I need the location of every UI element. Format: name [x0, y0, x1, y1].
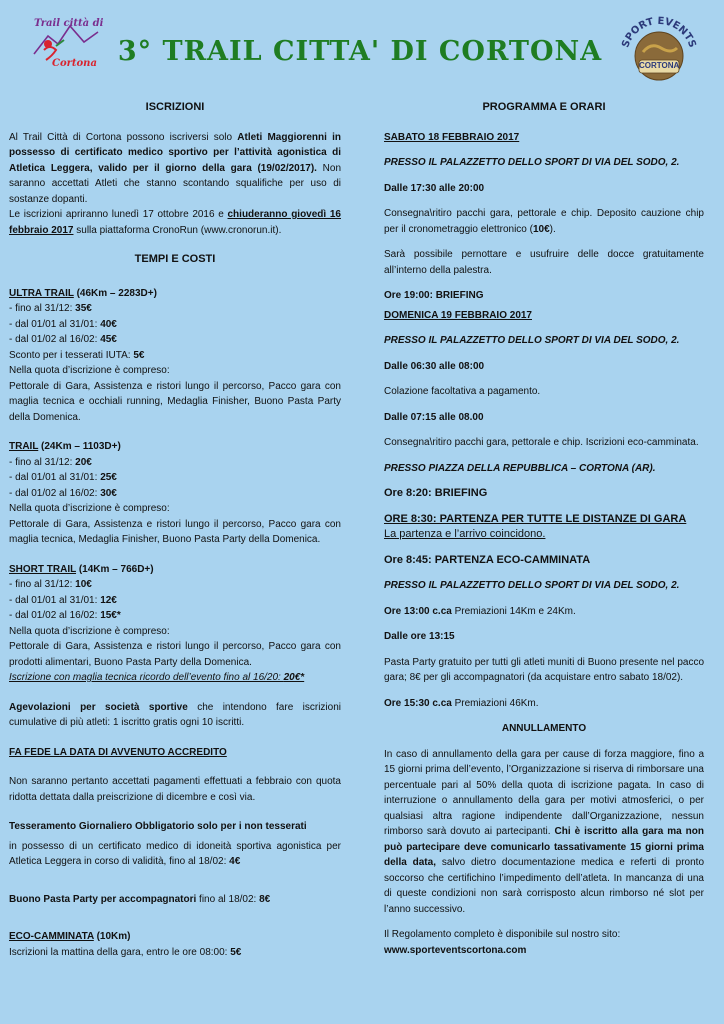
agevolazioni — [9, 700, 341, 731]
eco-start: Ore 8:45: PARTENZA ECO-CAMMINATA — [384, 553, 591, 566]
dalle-13: Dalle ore 13:15 — [384, 631, 455, 642]
sab-text-1: Consegna\ritiro pacchi gara, pettorale e chip. Deposito cauzione chip per il cronometraggio elettronico ( — [384, 208, 704, 235]
header — [0, 0, 724, 92]
logo-right-name: CORTONA — [639, 61, 680, 70]
sab-text-bold: 10€ — [532, 223, 550, 235]
closing-date: chiuderanno giovedì 16 febbraio 2017 — [9, 209, 341, 236]
eco-text — [9, 945, 341, 961]
note-price: 20€* — [283, 672, 305, 683]
ultra-included: Nella quota d’iscrizione è compreso: — [9, 365, 170, 376]
website-link[interactable]: www.sporteventscortona.com — [384, 944, 527, 956]
sport-events-emblem — [613, 12, 705, 88]
fede-heading: FA FEDE LA DATA DI AVVENUTO ACCREDITO — [9, 746, 227, 758]
sabato-time: Dalle 17:30 alle 20:00 — [384, 182, 485, 194]
price-value: 20€ — [75, 456, 92, 468]
trail-spec: (24Km – 1103D+) — [38, 441, 121, 452]
buono-price: 8€ — [259, 893, 271, 905]
buono-bold: Buono Pasta Party per accompagnatori — [9, 893, 197, 905]
ultra-price-2 — [9, 317, 341, 333]
price-value: 45€ — [100, 334, 117, 345]
opening-text-2: sulla piattaforma CronoRun (www.cronorun.it). — [73, 224, 282, 236]
sabato-sleep: Sarà possibile pernottare e usufruire delle docce gratuitamente all’interno della palestra. — [384, 249, 704, 276]
trail-price-1 — [9, 455, 341, 471]
annull-text-1: In caso di annullamento della gara per cause di forza maggiore, fino a 15 giorni prima dell’evento, l’Organizzazione si riserva di rimborsare una percentuale pari al 50% della quota di iscrizione pagata. In caso di interruzione o annullamento della gara per motivi atmosferici, o per qualsiasi altra ragione indipendente dall’Organizzazione, nessun rimborso sarà dovuto ai partecipanti. — [384, 748, 704, 837]
eco-title: ECO-CAMMINATA — [9, 931, 94, 942]
annull-bold: Chi è iscritto alla gara ma non può partecipare deve comunicarlo tassativamente 15 giorni prima della data, — [384, 826, 704, 868]
page-title: 3° TRAIL CITTA' DI CORTONA — [117, 36, 603, 67]
trail-logo — [26, 14, 106, 76]
tess-body: in possesso di un certificato medico di idoneità sportiva agonistica per Atletica Leggera in corso di validità, fino al 18/02: — [9, 840, 341, 867]
domenica-time-2: Dalle 07:15 alle 08.00 — [384, 411, 484, 423]
tess-price: 4€ — [229, 856, 241, 867]
partenza-sub: La partenza e l’arrivo coincidono. — [384, 528, 546, 540]
ultra-price-1 — [9, 301, 341, 317]
intro-paragraph — [9, 130, 341, 208]
short-price-2 — [9, 593, 341, 609]
prem2-time: Ore 15:30 c.ca — [384, 697, 452, 709]
buono-line — [9, 892, 341, 908]
domenica-text-1: Colazione facoltativa a pagamento. — [384, 386, 541, 397]
ultra-name: ULTRA TRAIL — [9, 287, 74, 299]
trail-included: Nella quota d’iscrizione è compreso: — [9, 503, 170, 514]
short-title — [9, 562, 341, 578]
right-column — [384, 100, 704, 958]
price-label: - fino al 31/12: — [9, 456, 76, 468]
price-label: - fino al 31/12: — [9, 303, 76, 314]
piazza-location: PRESSO PIAZZA DELLA REPUBBLICA – CORTONA (AR). — [384, 462, 656, 474]
ultra-spec: (46Km – 2283D+) — [73, 287, 157, 299]
ultra-price-3 — [9, 332, 341, 348]
prem1-time: Ore 13:00 c.ca — [384, 605, 452, 617]
price-label: - dal 01/02 al 16/02: — [9, 334, 101, 345]
note-text: Iscrizione con maglia tecnica ricordo dell’evento fino al 16/20: — [9, 672, 284, 683]
agev-text: che intendono fare iscrizioni cumulative di più atleti: 1 iscritto gratis ogni 10 iscritti. — [9, 701, 341, 728]
tempi-heading: TEMPI E COSTI — [134, 253, 216, 265]
intro-text: Al Trail Città di Cortona possono iscriversi solo — [9, 131, 238, 143]
price-value: 12€ — [100, 594, 117, 606]
prem2-text: Premiazioni 46Km. — [451, 697, 539, 709]
iscrizioni-heading: ISCRIZIONI — [145, 101, 205, 113]
short-note — [9, 670, 341, 686]
intro-text-2: Non saranno accettati Atleti che stanno scontando squalifiche per uso di sostanze dopanti. — [9, 162, 342, 205]
short-price-3 — [9, 608, 341, 624]
intro-bold: Atleti Maggiorenni in possesso di certificato medico sportivo per l’attività agonistica di Atletica Leggera, valido per il giorno della gara (19/02/2017). — [9, 131, 341, 174]
eco-price: 5€ — [230, 946, 242, 958]
short-items: Pettorale di Gara, Assistenza e ristori lungo il percorso, Pacco gara con prodotti alimentari, Buono Pasta Party della Domenica. — [9, 641, 341, 668]
domenica-heading: DOMENICA 19 FEBBRAIO 2017 — [384, 309, 532, 321]
agev-bold: Agevolazioni per società sportive — [9, 701, 188, 713]
ultra-discount — [9, 348, 341, 364]
eco-heading — [9, 929, 341, 945]
briefing-820: Ore 8:20: BRIEFING — [384, 487, 488, 499]
domenica-time-1: Dalle 06:30 alle 08:00 — [384, 360, 485, 372]
short-spec: (14Km – 766D+) — [76, 563, 154, 575]
short-price-1 — [9, 577, 341, 593]
prem1-text: Premiazioni 14Km e 24Km. — [451, 605, 576, 617]
price-label: - dal 01/02 al 16/02: — [9, 487, 101, 499]
annull-text-2: salvo dietro documentazione medica e referti di pronto soccorso che certifichino l’impedimento dell’atleta. In mancanza di una di queste condizioni non sarà corrisposto alcun rimborso né slot per l’anno successivo. — [384, 857, 705, 915]
logo-arc-text: SPORT EVENTS — [620, 15, 698, 50]
price-value: 15€* — [100, 610, 121, 621]
left-column — [9, 100, 341, 960]
trail-logo-line1: Trail città di — [34, 18, 104, 29]
trail-price-3 — [9, 486, 341, 502]
short-included: Nella quota d’iscrizione è compreso: — [9, 625, 170, 637]
sab-text-2: ). — [549, 223, 556, 235]
price-value: 30€ — [100, 487, 117, 499]
domenica-location: PRESSO IL PALAZZETTO DELLO SPORT DI VIA DEL SODO, 2. — [384, 335, 680, 346]
premiazioni-1 — [384, 604, 704, 620]
palazzetto-location-2: PRESSO IL PALAZZETTO DELLO SPORT DI VIA DEL SODO, 2. — [384, 580, 680, 591]
sabato-heading: SABATO 18 FEBBRAIO 2017 — [384, 131, 520, 143]
partenza-heading: ORE 8:30: PARTENZA PER TUTTE LE DISTANZE DI GARA — [384, 512, 687, 525]
ultra-items: Pettorale di Gara, Assistenza e ristori lungo il percorso, Pacco gara con maglia tecnica e occhiali running, Medaglia Finisher, Buono Pasta Party della Domenica. — [9, 380, 341, 423]
price-label: - dal 01/02 al 16/02: — [9, 610, 101, 621]
trail-title — [9, 439, 341, 455]
trail-items: Pettorale di Gara, Assistenza e ristori lungo il percorso, Pacco gara con maglia tecnica, Medaglia Finisher, Buono Pasta Party della Domenica. — [9, 518, 341, 545]
buono-text: fino al 18/02: — [196, 893, 260, 905]
price-label: - fino al 31/12: — [9, 579, 76, 590]
discount-label: Sconto per i tesserati IUTA: — [9, 349, 134, 361]
price-label: - dal 01/01 al 31/01: — [9, 472, 101, 483]
trail-name: TRAIL — [9, 441, 39, 452]
programma-heading: PROGRAMMA E ORARI — [482, 101, 606, 113]
trail-logo-line2: Cortona — [52, 58, 97, 69]
briefing-19: Ore 19:00: BRIEFING — [384, 290, 484, 301]
price-value: 40€ — [100, 318, 117, 330]
fede-text: Non saranno pertanto accettati pagamenti effettuati a febbraio con quota ridotta dettata dalla preiscrizione di dicembre e così via. — [9, 776, 341, 803]
trail-price-2 — [9, 470, 341, 486]
short-name: SHORT TRAIL — [9, 563, 77, 575]
price-value: 25€ — [100, 472, 117, 483]
sport-events-logo — [613, 12, 705, 88]
opening-text: Le iscrizioni apriranno lunedì 17 ottobre 2016 e — [9, 209, 228, 220]
tess-text — [9, 839, 341, 870]
eco-spec: (10Km) — [93, 931, 131, 942]
annullamento-text — [384, 747, 704, 918]
pasta-party: Pasta Party gratuito per tutti gli atleti muniti di Buono presente nel pacco gara; 8€ per gli accompagnatori (da acquistare entro sabato 18/02). — [384, 656, 704, 683]
annullamento-heading: ANNULLAMENTO — [501, 723, 587, 734]
domenica-text-2: Consegna\ritiro pacchi gara, pettorale e chip. Iscrizioni eco-camminata. — [384, 437, 699, 448]
discount-value: 5€ — [133, 349, 145, 361]
price-label: - dal 01/01 al 31/01: — [9, 594, 101, 606]
ultra-title — [9, 286, 341, 302]
sabato-text — [384, 206, 704, 237]
sabato-location: PRESSO IL PALAZZETTO DELLO SPORT DI VIA DEL SODO, 2. — [384, 157, 680, 168]
price-value: 10€ — [75, 579, 92, 590]
price-label: - dal 01/01 al 31/01: — [9, 318, 101, 330]
opening-paragraph — [9, 207, 341, 238]
price-value: 35€ — [75, 303, 92, 314]
premiazioni-2 — [384, 696, 704, 712]
regolamento-text: Il Regolamento completo è disponibile sul nostro sito: — [384, 929, 621, 940]
tess-heading: Tesseramento Giornaliero Obbligatorio solo per i non tesserati — [9, 821, 307, 832]
eco-body: Iscrizioni la mattina della gara, entro le ore 08:00: — [9, 946, 231, 958]
